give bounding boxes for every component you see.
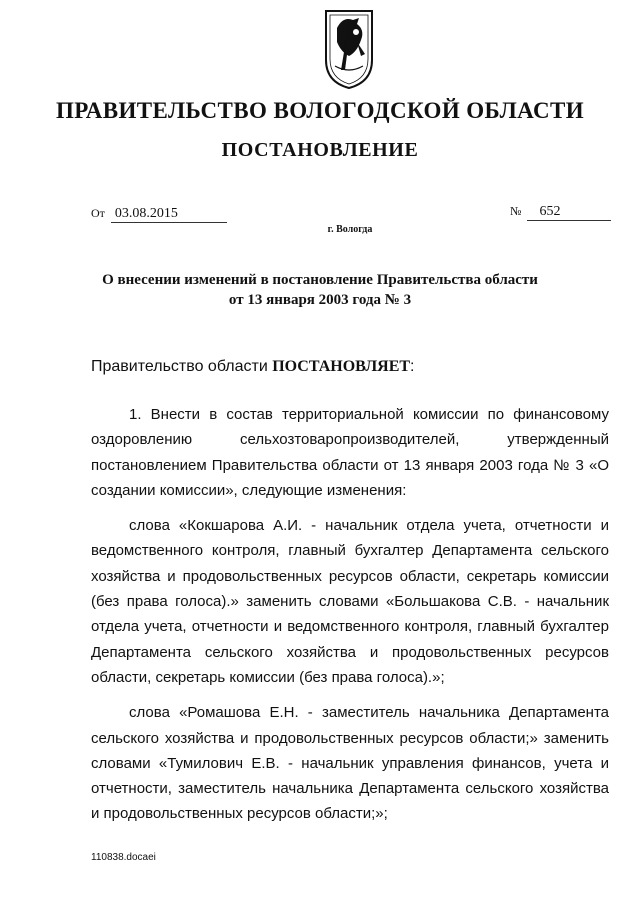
resolve-line — [91, 358, 415, 376]
coat-of-arms-emblem — [323, 8, 375, 90]
document-subject — [0, 270, 640, 310]
city-label: г. Вологда — [327, 224, 373, 235]
subject-line-2: от 13 января 2003 года № 3 — [228, 292, 412, 308]
body-paragraph-2: слова «Кокшарова А.И. - начальник отдела учета, отчетности и ведомственного контроля, главный бухгалтер Департамента сельского хозяйства и продовольственных ресурсов области, секретарь комиссии (без права голоса).» заменить словами «Большакова С.В. - начальник отдела учета, отчетности и ведомственного контроля, главный бухгалтер Департамента сельского хозяйства и продовольственных ресурсов области, секретарь комиссии (без права голоса).»; — [91, 517, 609, 686]
body-paragraph-3: слова «Ромашова Е.Н. - заместитель начальника Департамента сельского хозяйства и продовольственных ресурсов области;» заменить словами «Тумилович Е.В. - начальник управления финансов, учета и отчетности, заместитель начальника Департамента сельского хозяйства и продовольственных ресурсов области;»; — [91, 704, 609, 823]
date-prefix: От — [91, 206, 105, 220]
subject-line-1: О внесении изменений в постановление Правительства области — [102, 272, 538, 288]
number-prefix: № — [510, 204, 522, 218]
document-body — [91, 402, 609, 837]
document-date: 03.08.2015 — [111, 206, 227, 223]
resolve-keyword: ПОСТАНОВЛЯЕТ — [272, 358, 411, 375]
body-paragraph-1: 1. Внести в состав территориальной комиссии по финансовому оздоровлению сельхозтоваропроизводителей, утвержденный постановлением Правительства области от 13 января 2003 года № 3 «О создании комиссии», следующие изменения: — [91, 406, 609, 499]
number-line — [510, 203, 611, 221]
resolve-prefix: Правительство области — [91, 358, 273, 375]
document-number: 652 — [527, 204, 611, 221]
government-title: ПРАВИТЕЛЬСТВО ВОЛОГОДСКОЙ ОБЛАСТИ — [55, 98, 585, 123]
date-line — [91, 205, 227, 223]
document-type-heading: ПОСТАНОВЛЕНИЕ — [221, 139, 419, 161]
file-name-footer: 110838.docaei — [91, 852, 156, 863]
resolve-suffix: : — [410, 358, 415, 375]
